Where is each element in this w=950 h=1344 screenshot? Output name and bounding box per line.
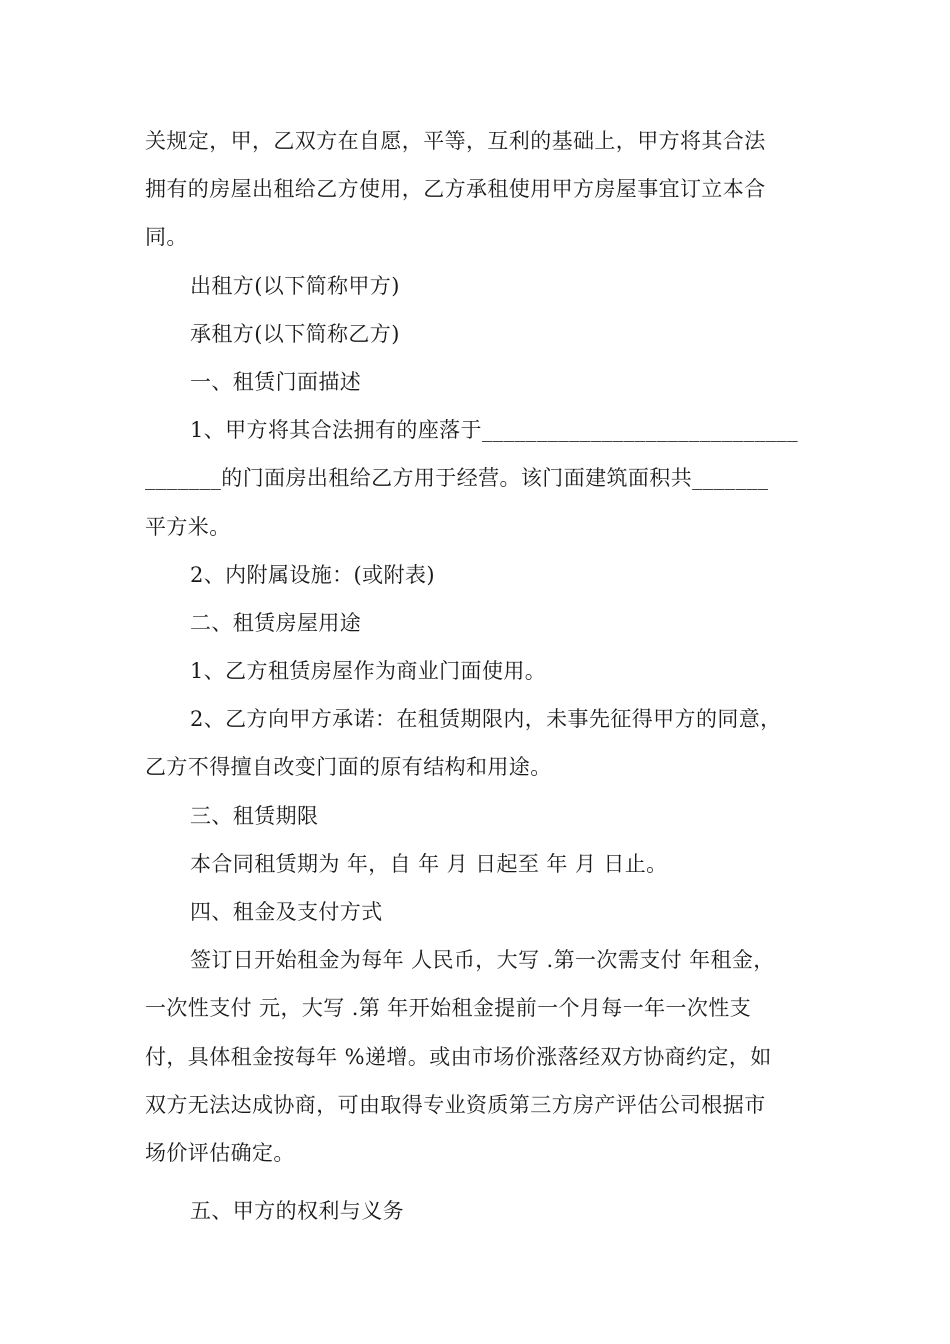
clause-line: 本合同租赁期为 年，自 年 月 日起至 年 月 日止。: [190, 851, 668, 876]
clause-line: _______的门面房出租给乙方用于经营。该门面建筑面积共_______: [145, 466, 769, 491]
section-heading: 一、租赁门面描述: [190, 369, 362, 394]
section-heading: 二、租赁房屋用途: [190, 610, 362, 635]
clause-line: 1、甲方将其合法拥有的座落于_____________________________: [190, 418, 799, 443]
clause-line: 一次性支付 元，大写 .第 年开始租金提前一个月每一年一次性支: [145, 996, 752, 1021]
paragraph-gap: [145, 1177, 810, 1187]
lessor-line: 出租方(以下简称甲方): [190, 273, 400, 298]
document-body: [145, 117, 810, 1235]
paragraph-line: 同。: [145, 225, 188, 250]
clause-line: 乙方不得擅自改变门面的原有结构和用途。: [145, 755, 552, 780]
clause-line: 场价评估确定。: [145, 1140, 295, 1165]
clause-line: 1、乙方租赁房屋作为商业门面使用。: [190, 659, 547, 684]
clause-line: 付，具体租金按每年 %递增。或由市场价涨落经双方协商约定，如: [145, 1044, 772, 1069]
clause-line: 2、内附属设施：(或附表): [190, 562, 435, 587]
paragraph-line: 拥有的房屋出租给乙方使用，乙方承租使用甲方房屋事宜订立本合: [145, 177, 766, 202]
paragraph-line: 关规定，甲，乙双方在自愿，平等，互利的基础上，甲方将其合法: [145, 129, 766, 153]
clause-line: 签订日开始租金为每年 人民币，大写 .第一次需支付 年租金，: [190, 948, 775, 973]
section-heading: 三、租赁期限: [190, 803, 319, 828]
clause-line: 平方米。: [145, 514, 231, 539]
section-heading: 四、租金及支付方式: [190, 900, 383, 924]
clause-line: 双方无法达成协商，可由取得专业资质第三方房产评估公司根据市: [145, 1092, 766, 1117]
section-heading: 五、甲方的权利与义务: [190, 1199, 404, 1224]
lessee-line: 承租方(以下简称乙方): [190, 321, 400, 346]
clause-line: 2、乙方向甲方承诺：在租赁期限内，未事先征得甲方的同意，: [190, 707, 782, 732]
